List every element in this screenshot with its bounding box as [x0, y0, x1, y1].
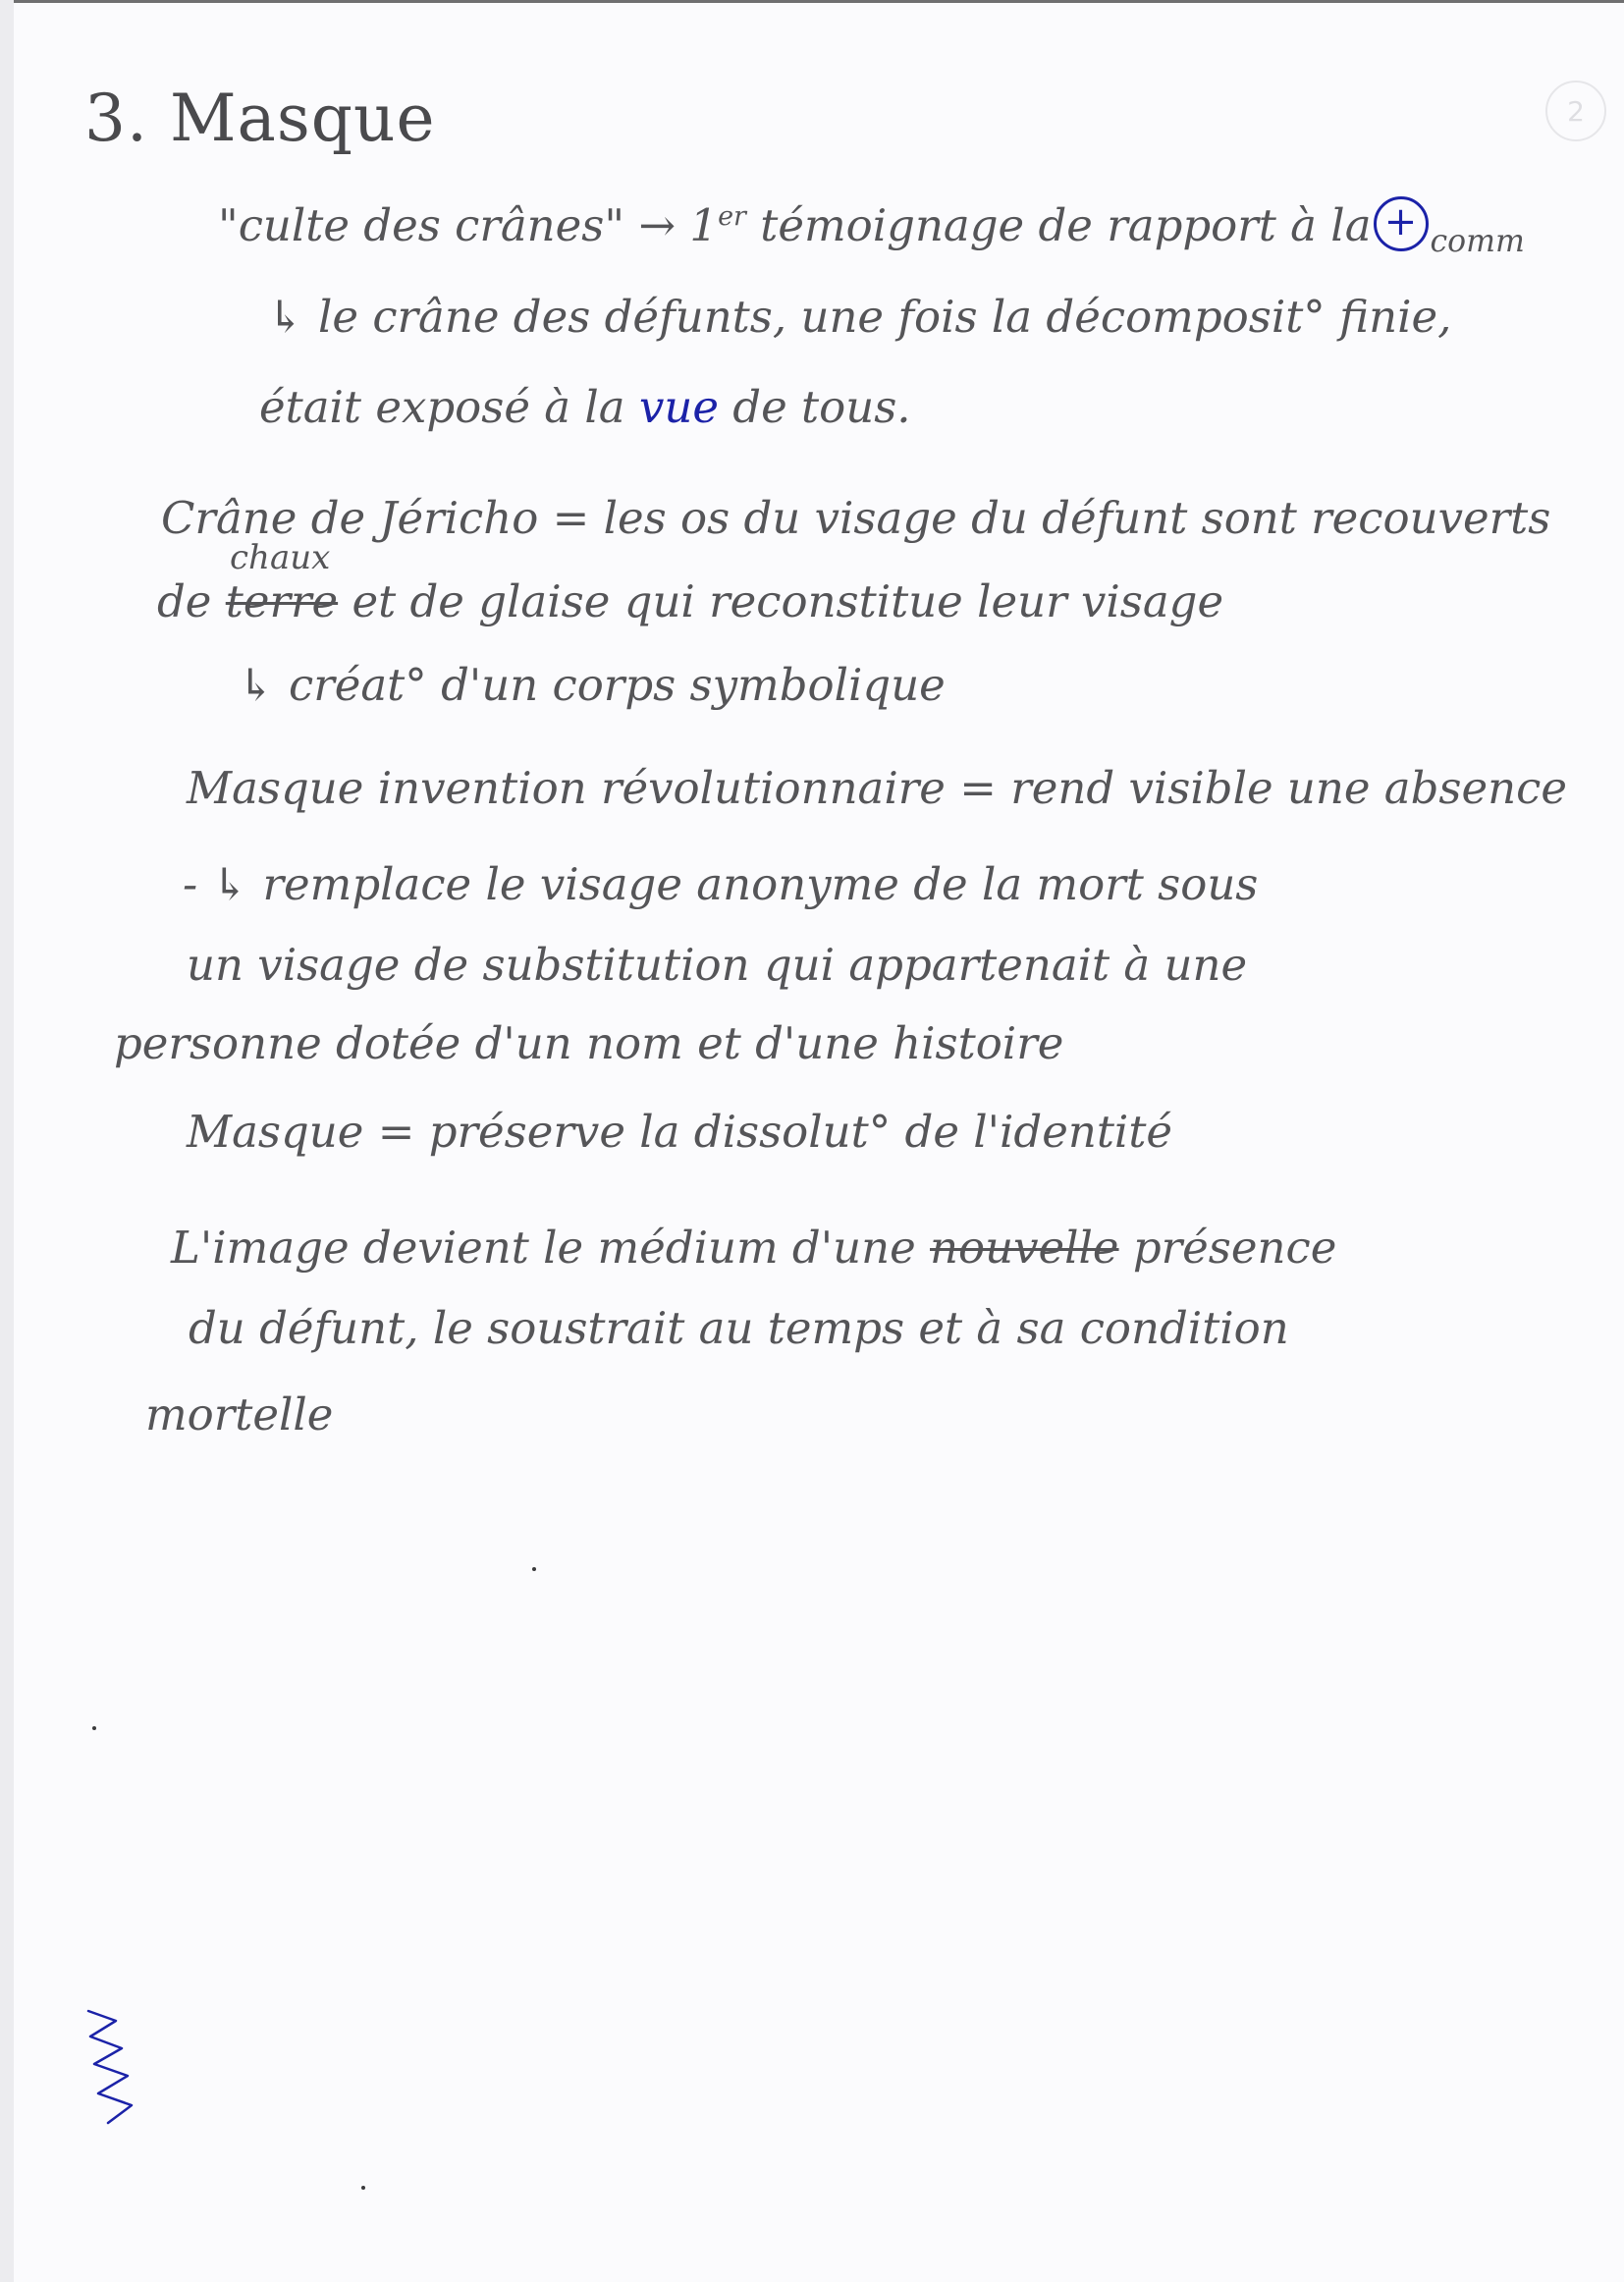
blue-word-vue: vue [638, 381, 719, 433]
text-de: de [157, 575, 212, 627]
text-presence: présence [1132, 1222, 1337, 1274]
text-image: L'image devient le médium d'une [171, 1222, 916, 1274]
stray-dot [532, 1567, 536, 1571]
line-de-glaise [157, 575, 1224, 627]
line-crane-de-jericho: Crâne de Jéricho = les os du visage du défunt sont recouverts [161, 492, 1551, 544]
page-top-edge [14, 0, 1624, 3]
struck-word-nouvelle: nouvelle [930, 1222, 1119, 1274]
line-image-medium [171, 1222, 1337, 1274]
line-masque-preserve: Masque = préserve la dissolut° de l'identité [187, 1106, 1173, 1158]
text-glaise: et de glaise qui reconstitue leur visage [352, 575, 1224, 627]
line-culte-des-cranes [218, 196, 1525, 258]
text-etait-expose: était exposé à la [259, 381, 625, 433]
ordinal-suffix: er [718, 201, 746, 232]
quote-culte: "culte des crânes" [218, 199, 625, 251]
text-comm: comm [1430, 224, 1525, 260]
text-temoignage: témoignage de rapport à la [760, 199, 1372, 251]
blue-zigzag-scribble [79, 2003, 147, 2131]
inserted-word-chaux: chaux [230, 538, 331, 577]
section-title: 3. Masque [84, 81, 436, 156]
line-masque-invention: Masque invention révolutionnaire = rend visible une absence [187, 762, 1567, 814]
stray-dot [92, 1726, 96, 1730]
page-number: 2 [1545, 81, 1606, 141]
line-remplace: - ↳ remplace le visage anonyme de la mort sous [183, 858, 1259, 910]
stray-dot [361, 2186, 365, 2190]
line-personne: personne dotée d'un nom et d'une histoire [114, 1017, 1064, 1069]
cross-icon: + [1374, 196, 1429, 251]
arrow-icon: → [638, 199, 677, 251]
text-de-tous: de tous. [732, 381, 911, 433]
line-mortelle: mortelle [145, 1388, 334, 1440]
line-etait-expose [259, 381, 911, 433]
line-creat-corps: ↳ créat° d'un corps symbolique [238, 659, 946, 711]
struck-word-terre: terre [225, 575, 339, 627]
line-du-defunt: du défunt, le soustrait au temps et à sa condition [189, 1302, 1289, 1354]
line-visage-substitution: un visage de substitution qui appartenait à une [187, 939, 1248, 991]
ordinal-number: 1 [689, 199, 719, 251]
line-crane-des-defunts: ↳ le crâne des défunts, une fois la décomposit° finie, [267, 291, 1452, 343]
